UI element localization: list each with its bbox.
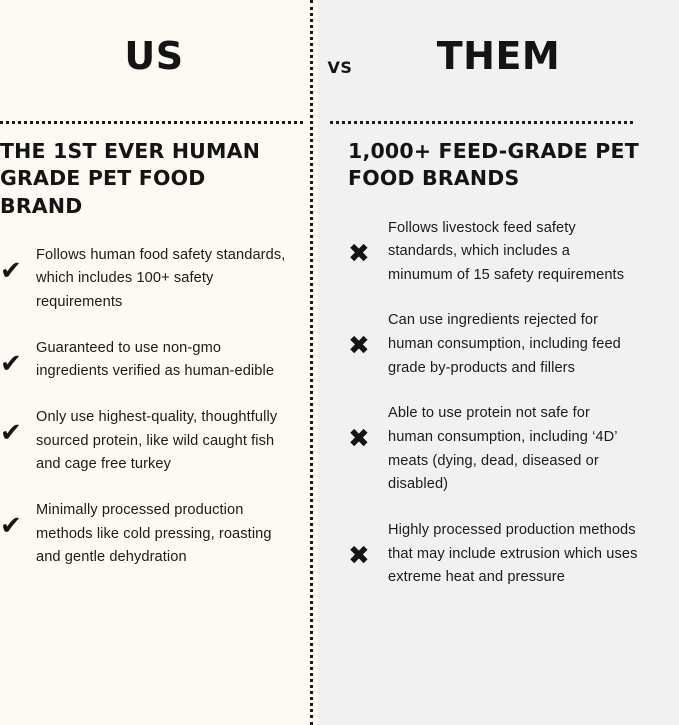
horizontal-dotted-divider-us <box>0 121 303 124</box>
column-them-body <box>318 112 679 590</box>
list-item-text: Only use highest-quality, thoughtfully sourced protein, like wild caught fish and cage free turkey <box>36 408 278 473</box>
check-icon: ✔ <box>0 417 22 448</box>
column-us <box>0 0 318 725</box>
vertical-dotted-divider <box>310 0 313 725</box>
cross-icon: ✖ <box>348 540 370 571</box>
list-item-text: Minimally processed production methods like cold pressing, roasting and gentle dehydration <box>36 501 272 566</box>
list-item-text: Follows human food safety standards, which includes 100+ safety requirements <box>36 246 286 311</box>
column-them-subheading: 1,000+ FEED-GRADE PET FOOD BRANDS <box>348 139 639 191</box>
list-item-text: Able to use protein not safe for human consumption, including ‘4D’ meats (dying, dead, diseased or disabled) <box>388 405 618 493</box>
list-item <box>348 217 645 288</box>
list-item <box>0 244 288 315</box>
horizontal-dotted-divider-them <box>330 121 633 124</box>
cross-icon: ✖ <box>348 331 370 362</box>
check-icon: ✔ <box>0 510 22 541</box>
column-us-list <box>0 244 288 570</box>
cross-icon: ✖ <box>348 424 370 455</box>
list-item <box>0 499 288 570</box>
cross-icon: ✖ <box>348 238 370 269</box>
vs-label: VS <box>327 58 353 77</box>
column-us-title: US <box>124 34 184 78</box>
column-us-subheading: THE 1ST EVER HUMAN GRADE PET FOOD BRAND <box>0 139 261 218</box>
check-icon: ✔ <box>0 255 22 286</box>
list-item-text: Follows livestock feed safety standards, which includes a minumum of 15 safety requirements <box>388 219 625 283</box>
list-item-text: Highly processed production methods that may include extrusion which uses extreme heat and pressure <box>388 521 638 586</box>
column-them-list <box>348 217 645 590</box>
check-icon: ✔ <box>0 348 22 379</box>
column-us-header <box>0 0 318 112</box>
list-item-text: Can use ingredients rejected for human consumption, including feed grade by-products and fillers <box>388 312 621 376</box>
list-item <box>348 402 645 497</box>
list-item <box>0 337 288 384</box>
column-them <box>318 0 679 725</box>
column-us-body <box>0 112 318 570</box>
list-item <box>348 519 645 590</box>
list-item <box>0 406 288 477</box>
list-item-text: Guaranteed to use non-gmo ingredients verified as human-edible <box>36 339 275 380</box>
list-item <box>348 309 645 380</box>
column-them-title: THEM <box>436 34 561 78</box>
column-them-header <box>318 0 679 112</box>
